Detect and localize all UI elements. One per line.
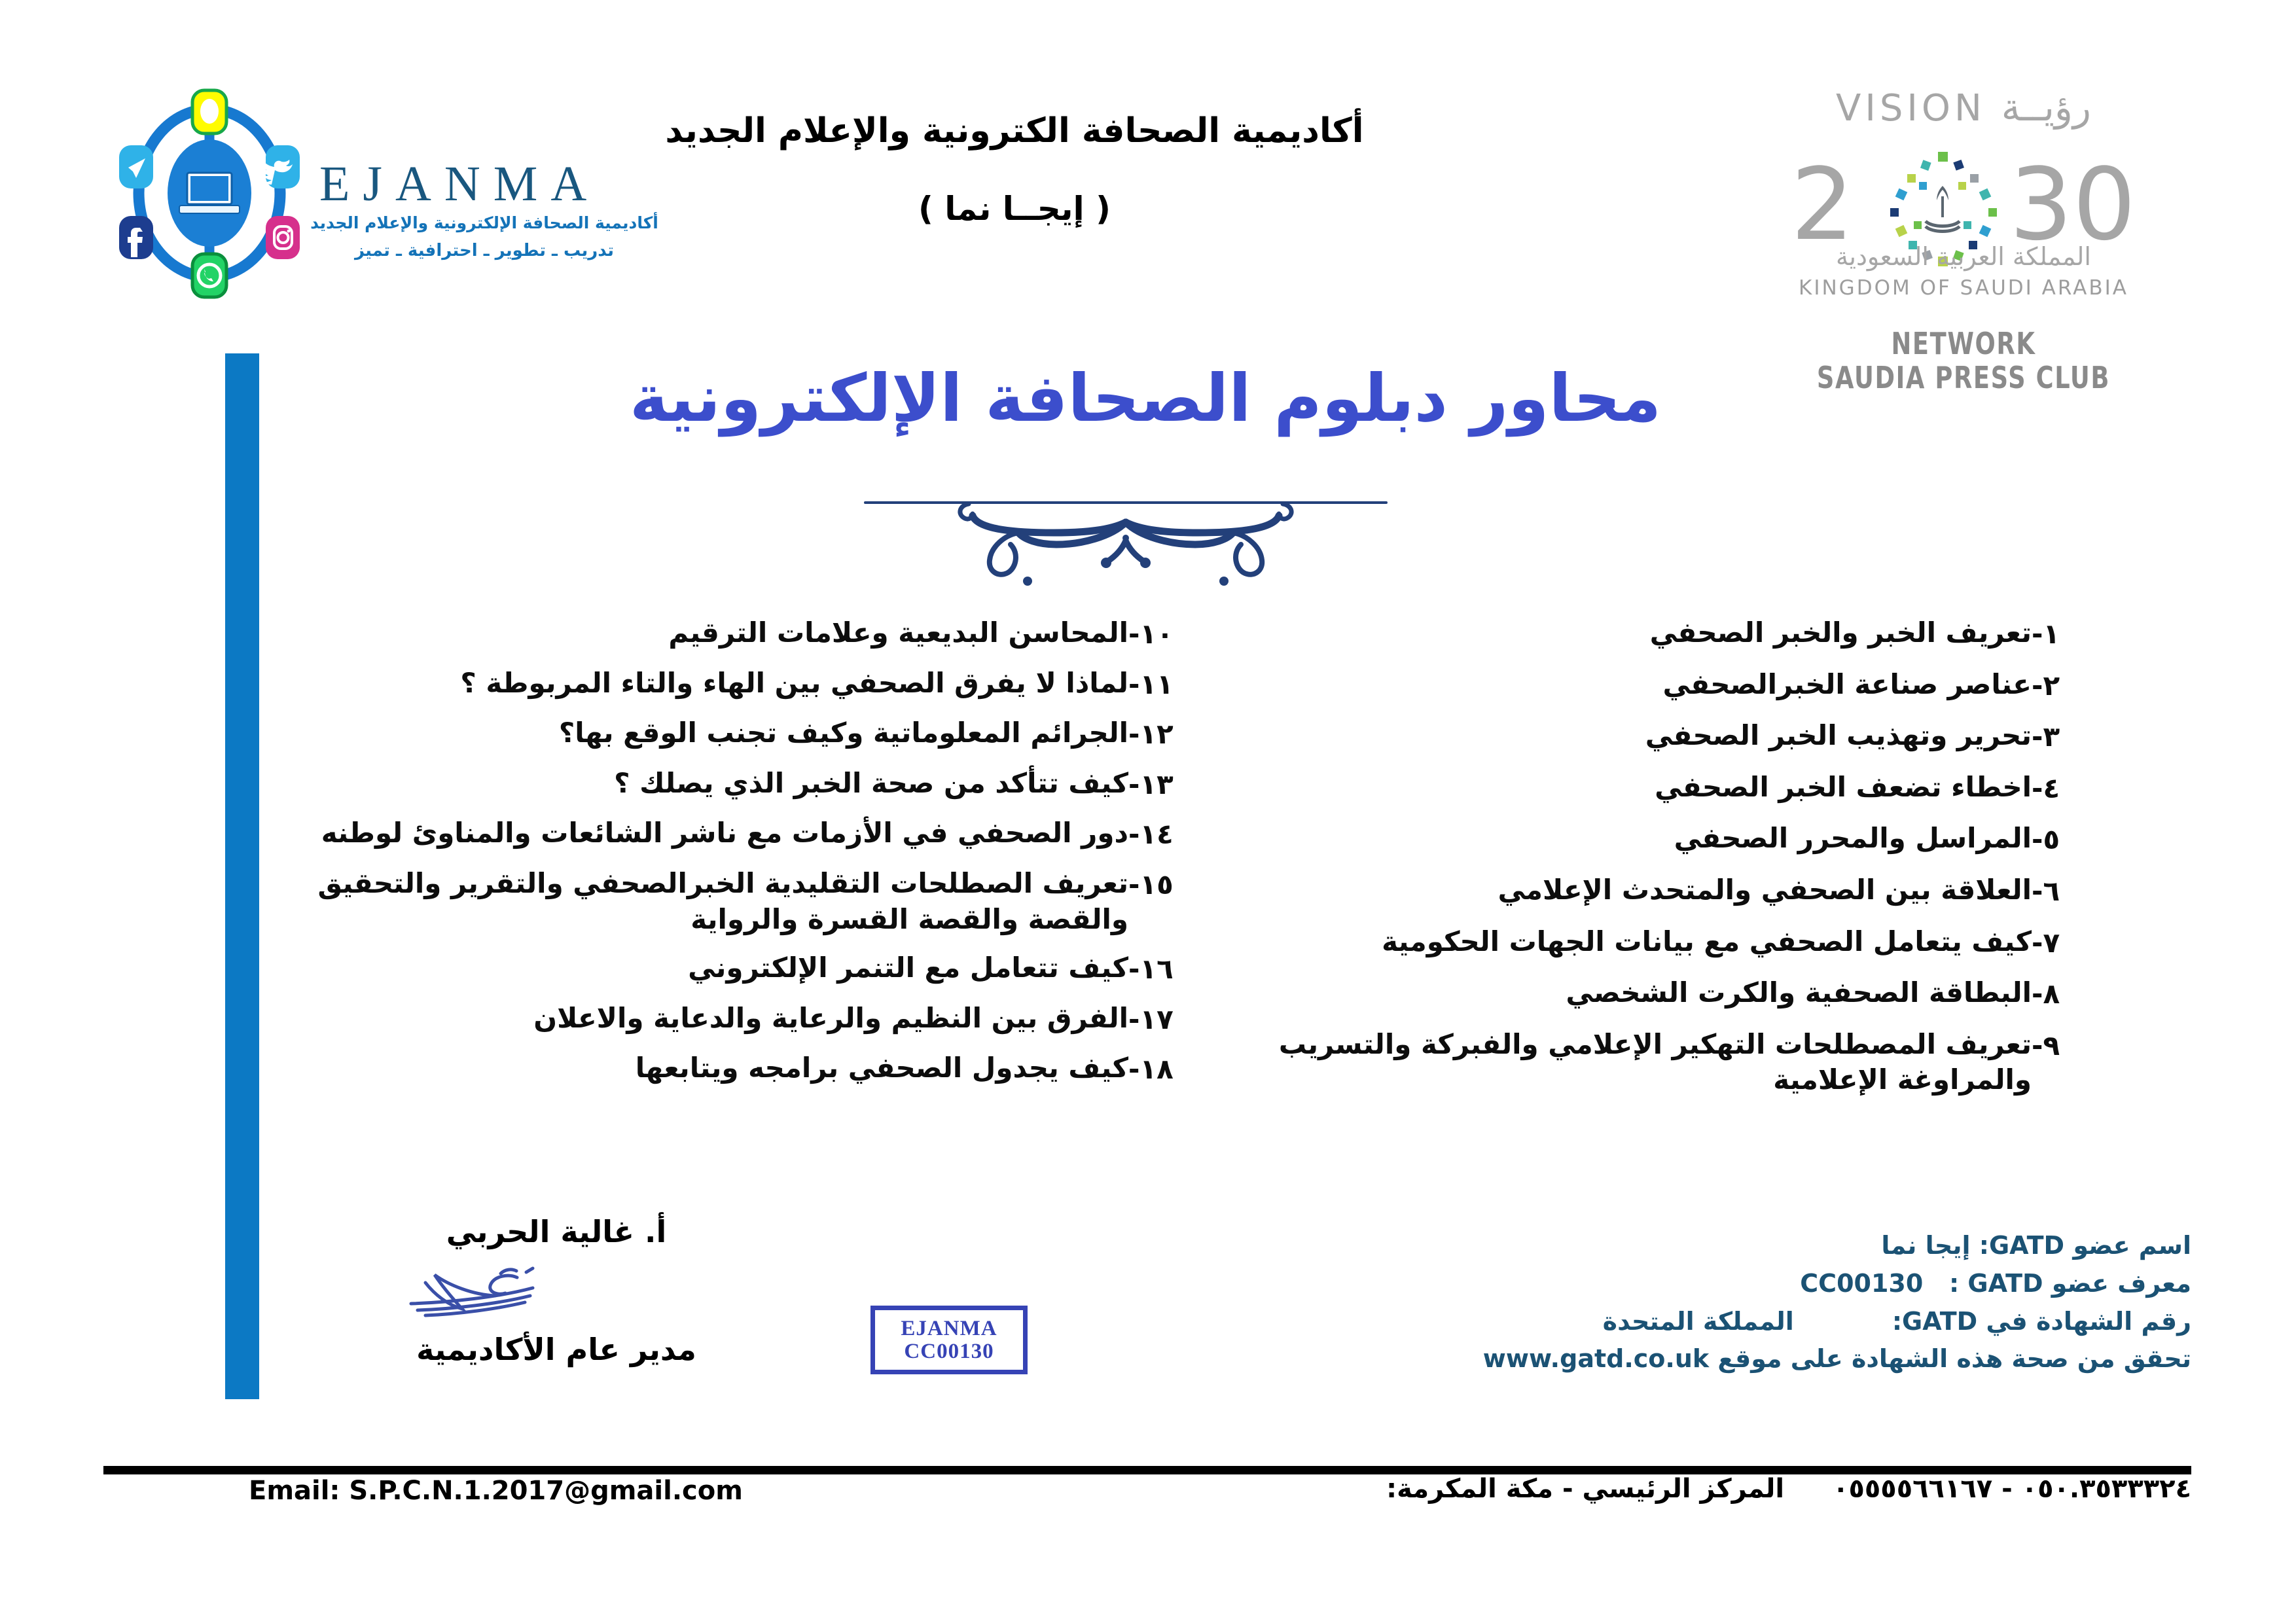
topics-column-left (262, 615, 1191, 1101)
list-item-number: ١١- (1128, 668, 1174, 700)
topics-column-right (1276, 615, 2094, 1113)
list-item-text: الجرائم المعلوماتية وكيف تجنب الوقع بها؟ (558, 717, 1128, 749)
gatd-info-block (1340, 1227, 2191, 1378)
gatd-member-name-label: اسم عضو GATD: (1979, 1231, 2191, 1260)
gatd-verify-text: تحقق من صحة هذه الشهادة على موقع (1717, 1344, 2191, 1374)
list-item-number: ٨- (2032, 978, 2060, 1010)
list-item-text: البطاقة الصحفية والكرت الشخصي (1566, 976, 2032, 1009)
gatd-member-name-value: إيجا نما (1881, 1231, 1971, 1260)
list-item (1276, 667, 2094, 704)
list-item-number: ٤- (2032, 772, 2060, 804)
list-item (1276, 872, 2094, 910)
gatd-member-name-row (1340, 1227, 2191, 1265)
list-item (262, 815, 1191, 853)
list-item-text: كيف تتعامل مع التنمر الإلكتروني (688, 952, 1128, 984)
signer-role: مدير عام الأكاديمية (416, 1332, 696, 1367)
list-item (262, 615, 1191, 652)
list-item (1276, 975, 2094, 1012)
signer-name: أ. غالية الحربي (446, 1214, 667, 1249)
list-item (1276, 821, 2094, 858)
social-network-graphic (111, 85, 308, 301)
decorative-side-bar (225, 353, 259, 1399)
list-item-text: العلاقة بين الصحفي والمتحدث الإعلامي (1498, 873, 2032, 906)
list-item-text: المراسل والمحرر الصحفي (1674, 822, 2032, 855)
logo-tagline: تدريب ـ تطوير ـ احترافية ـ تميز (354, 241, 615, 260)
vision-digit-30: 30 (2009, 147, 2136, 262)
logo-wordmark: EJANMA (319, 156, 600, 211)
list-item-number: ٧- (2032, 926, 2060, 959)
list-item-text: عناصر صناعة الخبرالصحفي (1662, 668, 2032, 700)
vision-2030-logo (1754, 85, 2173, 334)
list-item-number: ٦- (2032, 874, 2060, 907)
list-item (1276, 1027, 2094, 1098)
gatd-verify-url[interactable]: www.gatd.co.uk (1482, 1344, 1710, 1374)
list-item-text: كيف يجدول الصحفي برامجه ويتابعها (635, 1052, 1128, 1084)
list-item-number: ١٤- (1128, 818, 1174, 851)
list-item-text: المحاسن البديعية وعلامات الترقيم (668, 616, 1128, 649)
list-item-number: ٣- (2032, 721, 2060, 753)
gatd-verify-row (1340, 1340, 2191, 1378)
kingdom-label-en: KINGDOM OF SAUDI ARABIA (1799, 276, 2128, 300)
list-item-text: تعريف الصطلحات التقليدية الخبرالصحفي والتقرير والتحقيق والقصة والقصة القسرة والرواية (317, 866, 1128, 935)
footer-center-label: المركز الرئيسي - مكة المكرمة: (1386, 1474, 1785, 1504)
list-item-text: الفرق بين النظيم والرعاية والدعاية والاعلان (533, 1001, 1128, 1034)
list-item-number: ٩- (2032, 1029, 2060, 1061)
list-item-text: كيف تتأكد من صحة الخبر الذي يصلك ؟ (614, 766, 1128, 799)
list-item-number: ١- (2032, 618, 2060, 650)
list-item (262, 666, 1191, 703)
vision-word-en: VISION (1836, 87, 1986, 130)
list-item (262, 866, 1191, 937)
footer-main-center (948, 1474, 2191, 1504)
list-item-number: ١٦- (1128, 953, 1174, 986)
vision-word-ar: رؤيــة (2001, 85, 2091, 130)
list-item-text: اخطاء تضعف الخبر الصحفي (1655, 770, 2032, 803)
list-item-number: ٥- (2032, 823, 2060, 856)
list-item-text: تعريف المصطلحات التهكير الإعلامي والفبركة والتسريب والمراوغة الإعلامية (1278, 1027, 2032, 1096)
list-item-text: كيف يتعامل الصحفي مع بيانات الجهات الحكومية (1382, 925, 2032, 957)
vision-digit-2: 2 (1791, 147, 1854, 262)
list-item (1276, 770, 2094, 807)
ornamental-divider-icon (864, 491, 1388, 596)
gatd-certificate-row (1340, 1303, 2191, 1341)
list-item (262, 1050, 1191, 1088)
page-title: محاور دبلوم الصحافة الإلكترونية (629, 360, 1662, 437)
academy-name-heading: أكاديمية الصحافة الكترونية والإعلام الجديد (665, 111, 1364, 151)
footer-phone-numbers: ٠٥٠.٣٥٣٣٣٢٤ - ٠٥٥٥٥٦٦١٦٧ (1833, 1474, 2191, 1504)
handwritten-signature (386, 1263, 602, 1329)
gatd-certificate-no-label: رقم الشهادة في GATD: (1892, 1306, 2191, 1336)
list-item (262, 766, 1191, 803)
press-club-line1: NETWORK (1891, 326, 2036, 361)
list-item (262, 950, 1191, 988)
ejanma-stamp (870, 1306, 1028, 1374)
list-item (1276, 718, 2094, 755)
list-item-number: ١٧- (1128, 1003, 1174, 1035)
stamp-line1: EJANMA (901, 1316, 997, 1340)
list-item-number: ١٨- (1128, 1053, 1174, 1086)
list-item (262, 715, 1191, 753)
academy-shortname-heading: ( إيجــا نما ) (918, 190, 1111, 228)
list-item-text: تعريف الخبر والخبر الصحفي (1649, 616, 2032, 649)
gatd-country-value: المملكة المتحدة (1602, 1306, 1794, 1336)
gatd-member-id-row (1340, 1265, 2191, 1303)
list-item (262, 1001, 1191, 1038)
list-item-number: ١٥- (1128, 868, 1174, 901)
list-item-text: لماذا لا يفرق الصحفي بين الهاء والتاء المربوطة ؟ (460, 666, 1128, 699)
footer-email[interactable]: Email: S.P.C.N.1.2017@gmail.com (249, 1476, 743, 1506)
gatd-member-id-value: CC00130 (1800, 1268, 1924, 1298)
stamp-line2: CC00130 (904, 1339, 994, 1363)
list-item-text: دور الصحفي في الأزمات مع ناشر الشائعات والمناوئ لوطنه (321, 817, 1128, 849)
kingdom-label-ar: المملكة العربية السعودية (1836, 242, 2091, 271)
list-item-number: ٢- (2032, 669, 2060, 702)
list-item-number: ١٣- (1128, 768, 1174, 800)
list-item-number: ١٠- (1128, 618, 1174, 650)
list-item (1276, 615, 2094, 652)
list-item (1276, 924, 2094, 961)
list-item-number: ١٢- (1128, 718, 1174, 751)
press-club-line2: SAUDIA PRESS CLUB (1816, 359, 2111, 395)
gatd-member-id-label: معرف عضو GATD : (1948, 1268, 2191, 1298)
list-item-text: تحرير وتهذيب الخبر الصحفي (1645, 719, 2032, 752)
logo-subtitle: أكاديمية الصحافة الإلكترونية والإعلام الجديد (310, 213, 658, 232)
